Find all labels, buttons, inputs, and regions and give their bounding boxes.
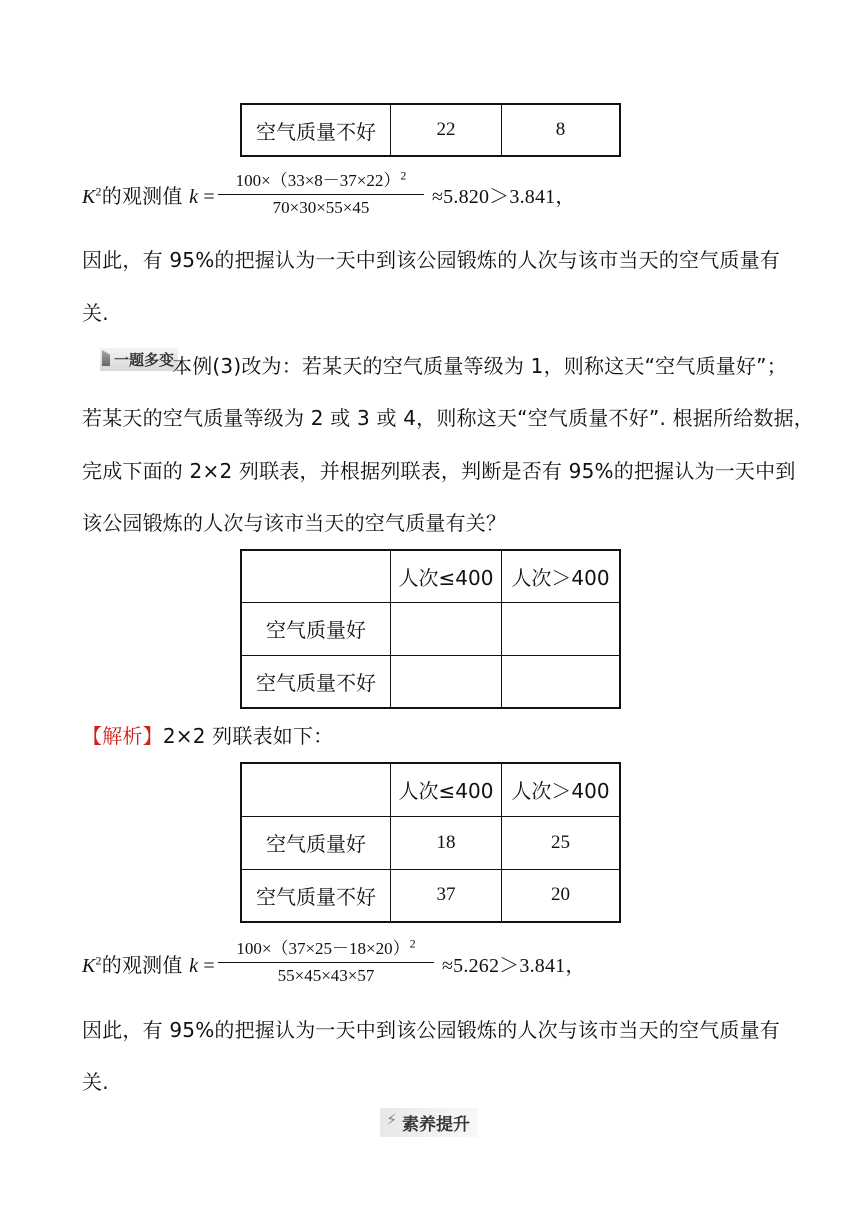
header-cell: 人次＞400 (502, 550, 621, 602)
formula-1-result: ≈5.820＞3.841， (432, 186, 576, 208)
table-cell (391, 655, 502, 708)
row-label: 空气质量好 (241, 602, 391, 655)
table-cell: 25 (502, 816, 621, 869)
fraction-numerator: $100\times(37\times 25-18\times 20)^2$ (236, 936, 416, 958)
equals-sign: = (198, 186, 215, 208)
fraction-bar (218, 962, 434, 963)
formula-2-fraction (218, 934, 434, 986)
table-cell: 8 (502, 104, 621, 156)
symbol-k: k (189, 186, 199, 208)
fraction-numerator: $100\times(33\times 8-37\times 22)^2$ (235, 168, 407, 190)
table-header-row (241, 550, 620, 602)
header-cell (241, 763, 391, 816)
table-row (241, 104, 620, 156)
header-cell (241, 550, 391, 602)
row-label: 空气质量好 (241, 816, 391, 869)
symbol-k-capital: K (82, 955, 96, 977)
variant-badge: 一题多变 (100, 348, 178, 371)
table-row (241, 869, 620, 922)
section-badge: ⚡ 素养提升 (380, 1108, 478, 1137)
formula-2-result: ≈5.262＞3.841， (442, 955, 586, 977)
table-top (240, 103, 621, 157)
solution-label: 【解析】 (82, 724, 163, 748)
formula-1-fraction (218, 166, 424, 218)
row-label: 空气质量不好 (241, 655, 391, 708)
header-cell: 人次＞400 (502, 763, 621, 816)
table-row (241, 816, 620, 869)
table-row (241, 602, 620, 655)
conclusion-2-line-2: 关. (82, 1070, 109, 1094)
variant-line-2: 若某天的空气质量等级为 2 或 3 或 4，则称这天“空气质量不好”. 根据所给数据， (82, 406, 814, 430)
fraction-bar (218, 194, 424, 195)
formula-2-prefix (82, 949, 215, 978)
row-label: 空气质量不好 (241, 869, 391, 922)
fraction-denominator: 55×45×43×57 (277, 966, 375, 985)
badge-mark-icon (102, 350, 110, 366)
conclusion-1-line-1: 因此，有 95%的把握认为一天中到该公园锻炼的人次与该市当天的空气质量有 (82, 248, 781, 272)
row-label: 空气质量不好 (241, 104, 391, 156)
solution-text: 2×2 列联表如下： (162, 724, 334, 748)
table-filled (240, 762, 621, 923)
fraction-denominator: 70×30×55×45 (272, 198, 370, 217)
table-cell (391, 602, 502, 655)
table-cell (502, 655, 621, 708)
table-row (241, 655, 620, 708)
equals-sign: = (198, 955, 215, 977)
table-blank (240, 549, 621, 709)
solution-line (82, 720, 333, 749)
variant-line-3: 完成下面的 2×2 列联表，并根据列联表，判断是否有 95%的把握认为一天中到 (82, 459, 796, 483)
variant-line-4: 该公园锻炼的人次与该市当天的空气质量有关？ (82, 511, 507, 535)
header-cell: 人次≤400 (391, 763, 502, 816)
table-cell: 18 (391, 816, 502, 869)
symbol-k: k (189, 955, 199, 977)
table-header-row (241, 763, 620, 816)
table-cell: 37 (391, 869, 502, 922)
conclusion-2-line-1: 因此，有 95%的把握认为一天中到该公园锻炼的人次与该市当天的空气质量有 (82, 1018, 781, 1042)
formula-label: 的观测值 (101, 953, 190, 977)
conclusion-1-line-2: 关. (82, 301, 109, 325)
table-cell (502, 602, 621, 655)
formula-label: 的观测值 (101, 184, 190, 208)
superscript: 2 (95, 184, 102, 199)
table-cell: 22 (391, 104, 502, 156)
header-cell: 人次≤400 (391, 550, 502, 602)
symbol-k-capital: K (82, 186, 96, 208)
superscript: 2 (95, 953, 102, 968)
lightning-icon: ⚡ (386, 1110, 398, 1129)
table-cell: 20 (502, 869, 621, 922)
formula-1-prefix (82, 180, 215, 209)
variant-line-1: 本例(3)改为：若某天的空气质量等级为 1，则称这天“空气质量好”； (172, 354, 787, 378)
